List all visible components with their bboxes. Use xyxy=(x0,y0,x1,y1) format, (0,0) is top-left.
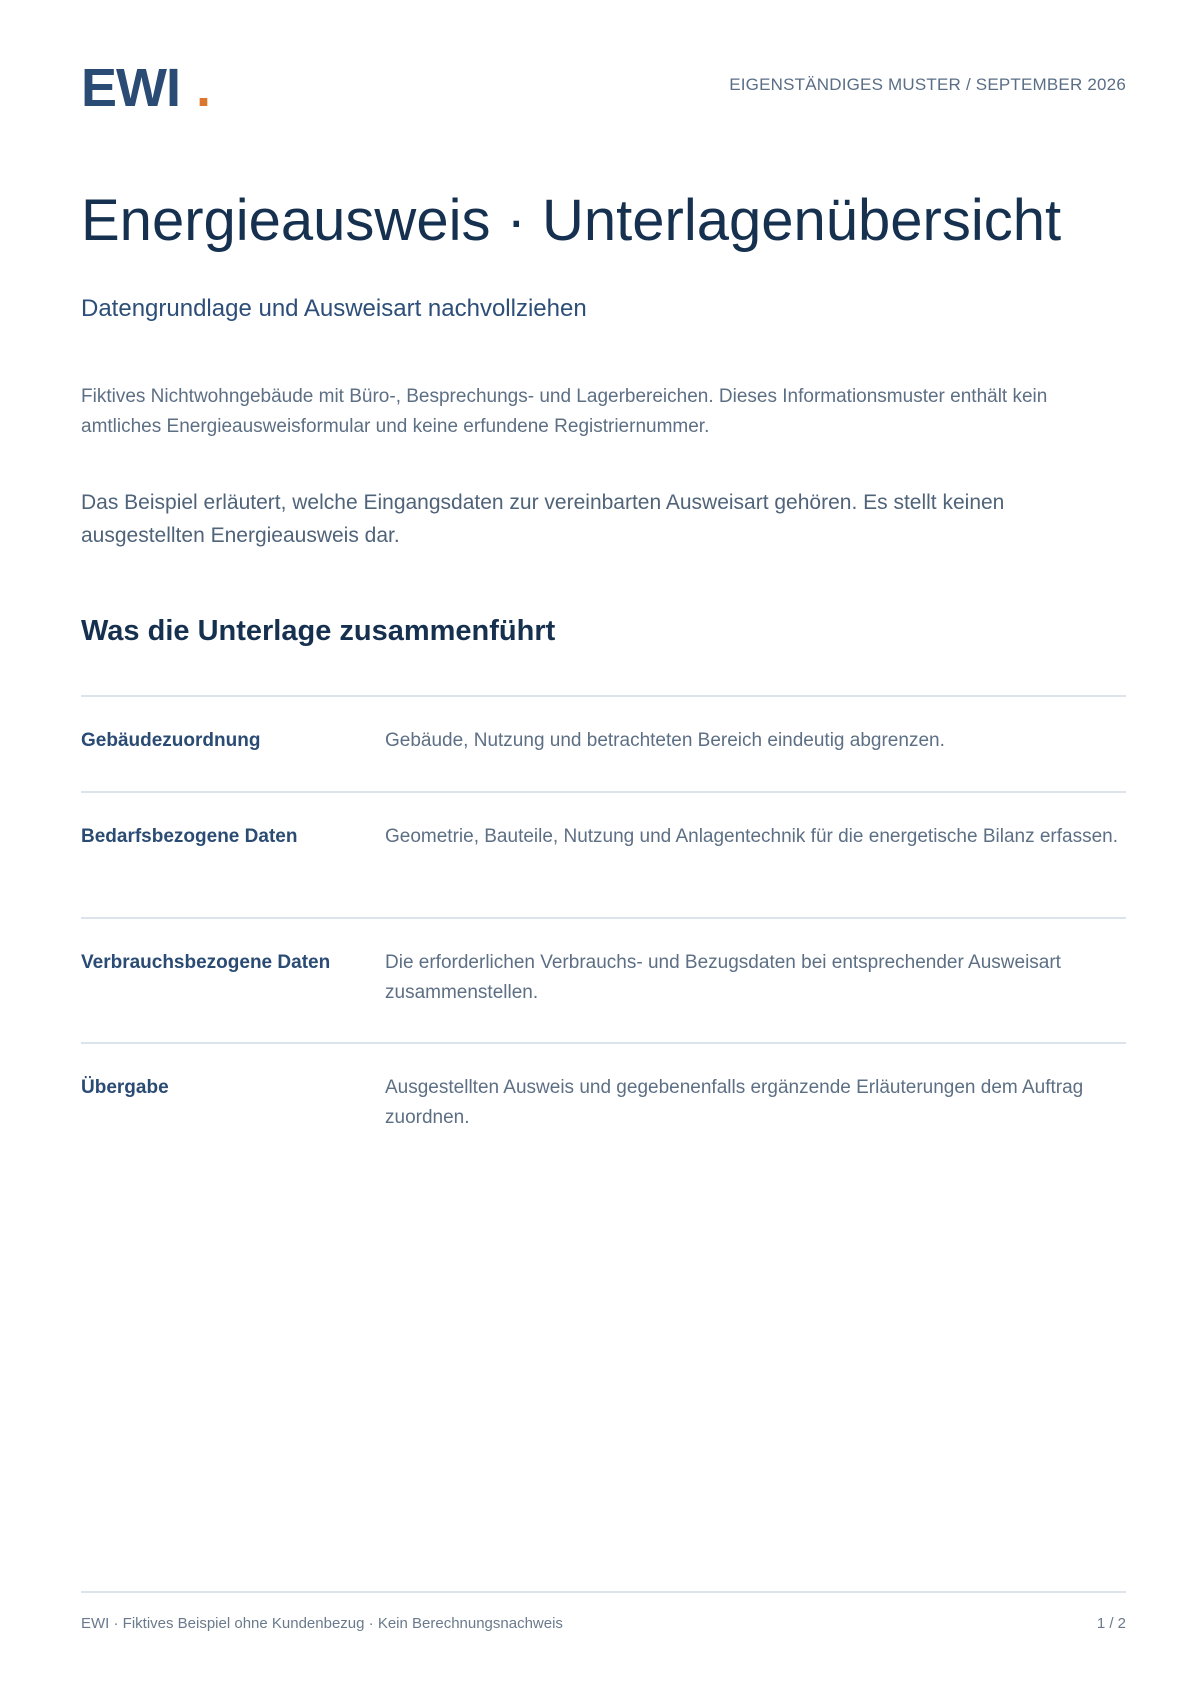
row-description: Gebäude, Nutzung und betrachteten Bereich eindeutig abgrenzen. xyxy=(385,730,945,751)
row-description: Geometrie, Bauteile, Nutzung und Anlagentechnik für die energetische Bilanz erfassen. xyxy=(385,826,1119,847)
row-term: Übergabe xyxy=(81,1077,169,1098)
page-number: 1 / 2 xyxy=(1096,1615,1126,1632)
footer-divider xyxy=(81,1591,1126,1593)
document-subtitle: Datengrundlage und Ausweisart nachvollziehen xyxy=(81,295,587,322)
page-header xyxy=(81,58,1126,118)
row-description: Ausgestellten Ausweis und gegebenenfalls ergänzende Erläuterungen dem Auftrag zuordnen. xyxy=(385,1077,1084,1128)
table-row-demand-data xyxy=(81,793,1126,919)
overview-table xyxy=(81,695,1126,1164)
row-term: Verbrauchsbezogene Daten xyxy=(81,952,331,973)
row-term: Bedarfsbezogene Daten xyxy=(81,826,298,847)
logo-text: EWI xyxy=(81,58,180,118)
section-title: Was die Unterlage zusammenführt xyxy=(81,615,556,647)
row-description: Die erforderlichen Verbrauchs- und Bezugsdaten bei entsprechender Ausweisart zusammenstellen. xyxy=(385,952,1061,1003)
company-logo xyxy=(81,58,210,118)
note-paragraph: Das Beispiel erläutert, welche Eingangsdaten zur vereinbarten Ausweisart gehören. Es stellt keinen ausgestellten Energieausweis dar. xyxy=(81,491,1005,547)
document-title: Energieausweis · Unterlagenübersicht xyxy=(81,188,1062,253)
document-page xyxy=(81,0,1126,1698)
footer-text: EWI · Fiktives Beispiel ohne Kundenbezug · Kein Berechnungsnachweis xyxy=(81,1615,563,1632)
table-row-handover xyxy=(81,1044,1126,1164)
header-meta: EIGENSTÄNDIGES MUSTER / SEPTEMBER 2026 xyxy=(729,75,1126,94)
logo-dot: . xyxy=(196,58,211,118)
intro-paragraph: Fiktives Nichtwohngebäude mit Büro-, Besprechungs- und Lagerbereichen. Dieses Informationsmuster enthält kein amtliches Energieausweisformular und keine erfundene Registriernummer. xyxy=(81,386,1048,437)
row-term: Gebäudezuordnung xyxy=(81,730,261,751)
table-row-consumption-data xyxy=(81,919,1126,1044)
table-row-building-assignment xyxy=(81,697,1126,793)
